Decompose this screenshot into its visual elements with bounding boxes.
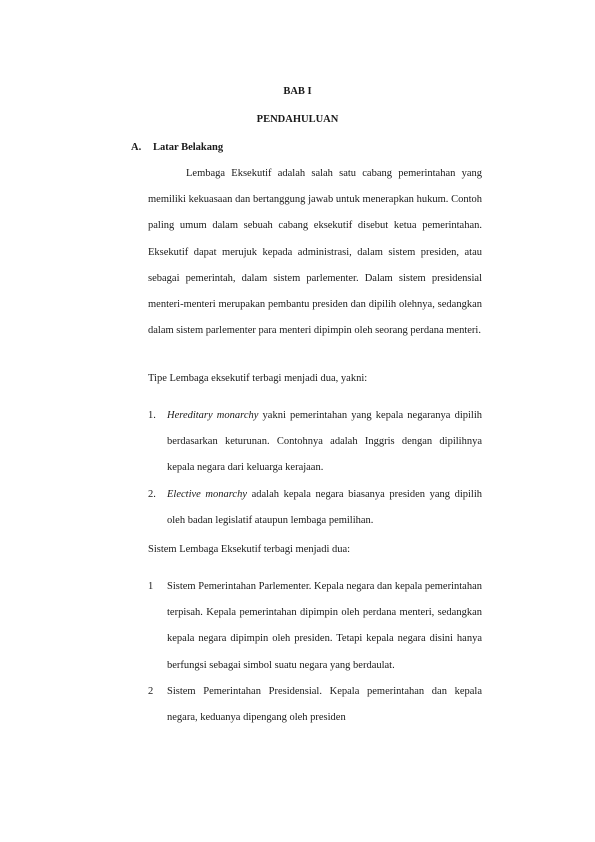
list-item-term: Elective monarchy	[167, 488, 247, 500]
list-item-term: Hereditary monarchy	[167, 410, 259, 421]
intro-paragraph: Lembaga Eksekutif adalah salah satu cabang pemerintahan yang memiliki kekuasaan dan bertanggung jawab untuk menerapkan hukum. Contoh paling umum dalam sebuah cabang eksekutif disebut ketua pemerintahan. Eksekutif dapat merujuk kepada administrasi, dalam sistem presiden, atau sebagai pemerintah, dalam sistem parlementer. Dalam sistem presidensial menteri-menteri merupakan pembantu presiden dan dipilih olehnya, sedangkan dalam sistem parlementer para menteri dipimpin oleh seorang perdana menteri.	[148, 168, 482, 337]
types-list	[148, 403, 482, 534]
list-item-number: 2.	[148, 488, 156, 500]
section-heading	[131, 142, 223, 153]
list-item	[148, 482, 482, 534]
systems-intro: Sistem Lembaga Eksekutif terbagi menjadi dua:	[148, 544, 351, 555]
list-item-text: Sistem Pemerintahan Parlementer. Kepala negara dan kepala pemerintahan terpisah. Kepala pemerintahan dipimpin oleh perdana menteri, sedangkan kepala negara dipimpin oleh presiden. Tetapi kepala negara disini hanya berfungsi sebagai simbol suatu negara yang berdaulat.	[167, 581, 482, 671]
section-title: Latar Belakang	[153, 142, 224, 153]
list-item-number: 1	[148, 581, 154, 592]
types-intro: Tipe Lembaga eksekutif terbagi menjadi dua, yakni:	[148, 373, 368, 384]
systems-list	[148, 574, 482, 731]
list-item	[148, 403, 482, 482]
list-item-text: Sistem Pemerintahan Presidensial. Kepala pemerintahan dan kepala negara, keduanya dipengang oleh presiden	[167, 685, 482, 724]
list-item-text: yakni pemerintahan yang kepala negaranya dipilih berdasarkan keturunan. Contohnya adalah Inggris dengan dipilihnya kepala negara dari keluarga kerajaan.	[167, 410, 482, 474]
chapter-number: BAB I	[283, 86, 312, 97]
chapter-title: PENDAHULUAN	[256, 114, 339, 125]
section-letter: A.	[131, 142, 142, 153]
list-item-number: 1.	[148, 410, 156, 421]
list-item-number: 2	[148, 685, 154, 697]
list-item	[148, 574, 482, 679]
list-item	[148, 679, 482, 731]
list-item-text: adalah kepala negara biasanya presiden yang dipilih oleh badan legislatif ataupun lembaga pemilihan.	[167, 488, 482, 526]
